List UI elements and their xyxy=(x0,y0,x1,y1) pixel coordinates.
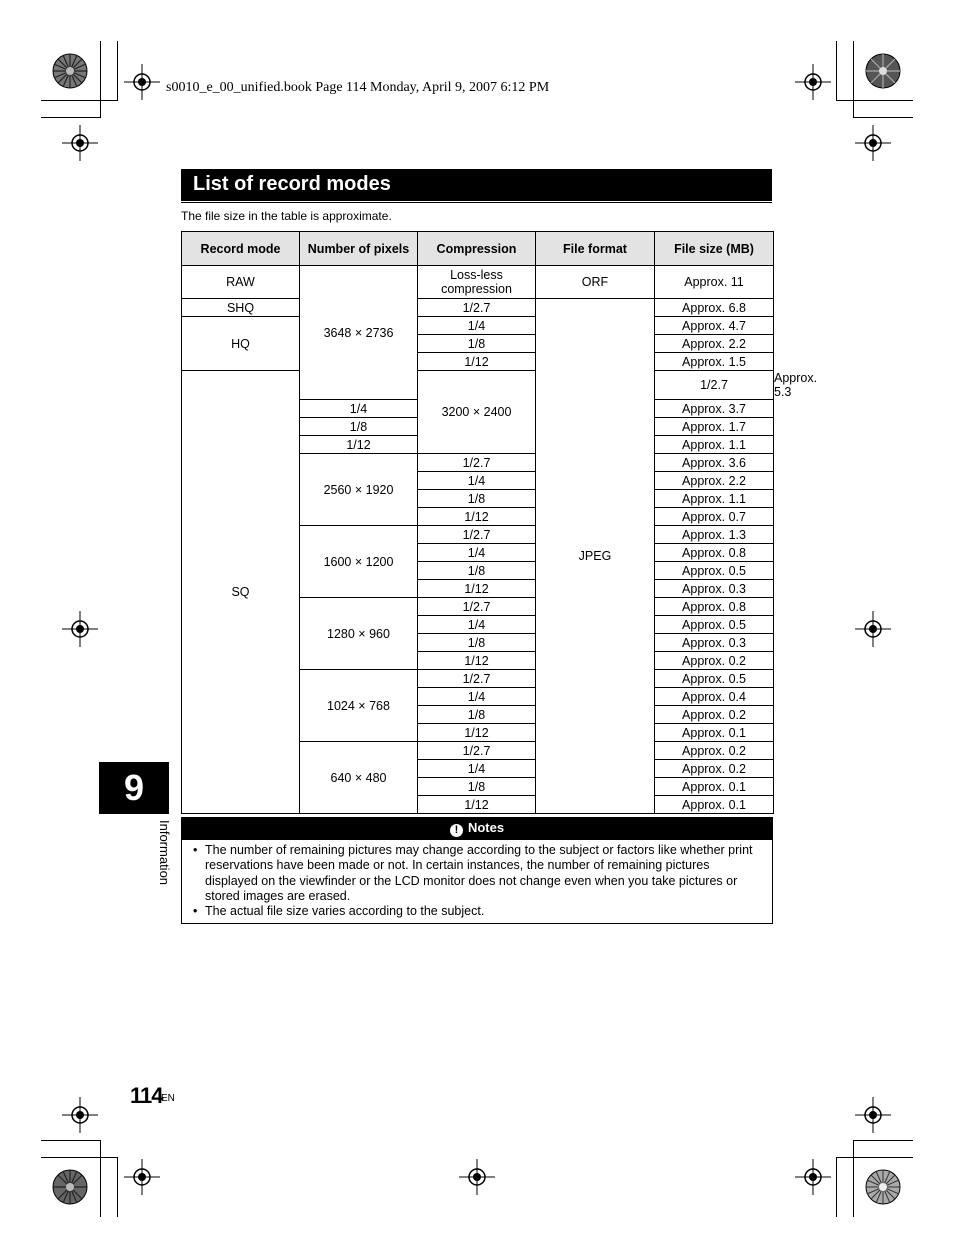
color-wheel-icon xyxy=(52,53,88,89)
pixels-cell: 640 × 480 xyxy=(300,742,418,814)
compression-cell: 1/12 xyxy=(418,353,536,371)
pixels-cell: 3200 × 2400 xyxy=(418,371,536,454)
record-mode-cell: HQ xyxy=(182,317,300,371)
file-size-cell: Approx. 0.2 xyxy=(655,760,774,778)
crop-mark xyxy=(836,1157,913,1158)
chapter-label xyxy=(148,820,178,900)
crop-mark xyxy=(836,100,913,101)
file-size-cell: Approx. 0.1 xyxy=(655,724,774,742)
notes-heading: Notes xyxy=(467,820,505,835)
record-mode-cell: RAW xyxy=(182,266,300,299)
file-size-cell: Approx. 1.1 xyxy=(655,490,774,508)
compression-cell: 1/8 xyxy=(418,562,536,580)
column-header: File size (MB) xyxy=(655,232,774,266)
pixels-cell: 1600 × 1200 xyxy=(300,526,418,598)
file-size-cell: Approx. 0.8 xyxy=(655,544,774,562)
crop-mark xyxy=(853,41,854,118)
compression-cell: 1/8 xyxy=(418,634,536,652)
book-header: s0010_e_00_unified.book Page 114 Monday, April 9, 2007 6:12 PM xyxy=(166,80,550,95)
record-mode-cell: SQ xyxy=(182,371,300,814)
crop-mark xyxy=(853,1140,913,1141)
compression-cell: 1/12 xyxy=(300,436,418,454)
compression-cell: 1/4 xyxy=(300,400,418,418)
crop-mark xyxy=(100,41,101,118)
table-header-row xyxy=(182,232,774,266)
file-size-cell: Approx. 1.3 xyxy=(655,526,774,544)
compression-cell: 1/2.7 xyxy=(418,742,536,760)
compression-cell: 1/12 xyxy=(418,724,536,742)
chapter-tab: 9 xyxy=(99,762,169,814)
page-number: 114 xyxy=(130,1083,163,1108)
file-size-cell: Approx. 11 xyxy=(655,266,774,299)
file-size-cell: Approx. 0.3 xyxy=(655,634,774,652)
record-modes-table xyxy=(181,231,818,814)
compression-cell: Loss-less compression xyxy=(418,266,536,299)
file-size-cell: Approx. 0.2 xyxy=(655,706,774,724)
file-format-cell: ORF xyxy=(536,266,655,299)
compression-cell: 1/4 xyxy=(418,472,536,490)
compression-cell: 1/4 xyxy=(418,688,536,706)
file-size-cell: Approx. 1.7 xyxy=(655,418,774,436)
section-title: List of record modes xyxy=(181,169,772,201)
crop-mark xyxy=(117,41,118,101)
compression-cell: 1/4 xyxy=(418,317,536,335)
file-size-cell: Approx. 0.3 xyxy=(655,580,774,598)
registration-mark-icon xyxy=(124,64,160,100)
compression-cell: 1/12 xyxy=(418,652,536,670)
pixels-cell: 1024 × 768 xyxy=(300,670,418,742)
pixels-cell: 1280 × 960 xyxy=(300,598,418,670)
file-size-cell: Approx. 0.7 xyxy=(655,508,774,526)
file-size-cell: Approx. 0.2 xyxy=(655,652,774,670)
compression-cell: 1/8 xyxy=(418,706,536,724)
column-header: Number of pixels xyxy=(300,232,418,266)
color-wheel-icon xyxy=(52,1169,88,1205)
file-size-cell: Approx. 0.8 xyxy=(655,598,774,616)
crop-mark xyxy=(41,1140,101,1141)
compression-cell: 1/8 xyxy=(418,335,536,353)
registration-mark-icon xyxy=(62,1097,98,1133)
crop-mark xyxy=(853,117,913,118)
compression-cell: 1/4 xyxy=(418,616,536,634)
table-row xyxy=(182,299,774,317)
file-size-cell: Approx. 0.5 xyxy=(655,562,774,580)
page-language: EN xyxy=(161,1093,175,1104)
registration-mark-icon xyxy=(62,125,98,161)
notes-box xyxy=(181,817,773,924)
file-size-cell: Approx. 3.7 xyxy=(655,400,774,418)
crop-mark xyxy=(117,1157,118,1217)
file-size-cell: Approx. 1.5 xyxy=(655,353,774,371)
note-item: • The actual file size varies according to the subject. xyxy=(205,904,760,919)
registration-mark-icon xyxy=(855,125,891,161)
pixels-cell: 2560 × 1920 xyxy=(300,454,418,526)
compression-cell: 1/2.7 xyxy=(655,371,774,400)
file-size-cell: Approx. 2.2 xyxy=(655,472,774,490)
crop-mark xyxy=(836,41,837,101)
compression-cell: 1/8 xyxy=(418,778,536,796)
compression-cell: 1/8 xyxy=(300,418,418,436)
file-size-cell: Approx. 0.5 xyxy=(655,670,774,688)
crop-mark xyxy=(853,1140,854,1217)
crop-mark xyxy=(41,1157,118,1158)
color-wheel-icon xyxy=(865,1169,901,1205)
record-mode-cell: SHQ xyxy=(182,299,300,317)
file-size-cell: Approx. 0.4 xyxy=(655,688,774,706)
table-row xyxy=(182,317,774,335)
compression-cell: 1/2.7 xyxy=(418,598,536,616)
pixels-cell: 3648 × 2736 xyxy=(300,266,418,400)
file-size-cell: Approx. 6.8 xyxy=(655,299,774,317)
compression-cell: 1/12 xyxy=(418,796,536,814)
chapter-label-text: Information xyxy=(157,820,172,886)
compression-cell: 1/12 xyxy=(418,508,536,526)
intro-text: The file size in the table is approximate. xyxy=(181,209,392,223)
column-header: File format xyxy=(536,232,655,266)
file-size-cell: Approx. 1.1 xyxy=(655,436,774,454)
file-size-cell: Approx. 0.1 xyxy=(655,778,774,796)
registration-mark-icon xyxy=(795,1159,831,1195)
registration-mark-icon xyxy=(62,611,98,647)
file-size-cell: Approx. 0.1 xyxy=(655,796,774,814)
crop-mark xyxy=(100,1140,101,1217)
crop-mark xyxy=(41,100,118,101)
registration-mark-icon xyxy=(795,64,831,100)
file-size-cell: Approx. 4.7 xyxy=(655,317,774,335)
table-row xyxy=(182,266,774,299)
compression-cell: 1/2.7 xyxy=(418,299,536,317)
compression-cell: 1/8 xyxy=(418,490,536,508)
registration-mark-icon xyxy=(459,1159,495,1195)
column-header: Compression xyxy=(418,232,536,266)
file-size-cell: Approx. 0.2 xyxy=(655,742,774,760)
notes-list xyxy=(182,843,772,919)
file-format-cell: JPEG xyxy=(536,299,655,814)
note-item: • The number of remaining pictures may change according to the subject or factors like whether print reservations have been made or not. In certain instances, the number of remaining pictures displayed on the viewfinder or the LCD monitor does not change even when you take pictures or stored images are erased. xyxy=(205,843,760,904)
file-size-cell: Approx. 3.6 xyxy=(655,454,774,472)
compression-cell: 1/2.7 xyxy=(418,670,536,688)
compression-cell: 1/2.7 xyxy=(418,526,536,544)
notes-header xyxy=(182,818,772,840)
compression-cell: 1/4 xyxy=(418,544,536,562)
table-row: SQ 3200 × 2400 1/2.7 Approx. 5.3 xyxy=(182,371,774,400)
column-header: Record mode xyxy=(182,232,300,266)
registration-mark-icon xyxy=(855,611,891,647)
crop-mark xyxy=(41,117,101,118)
file-size-cell: Approx. 2.2 xyxy=(655,335,774,353)
file-size-cell: Approx. 0.5 xyxy=(655,616,774,634)
crop-mark xyxy=(836,1157,837,1217)
compression-cell: 1/2.7 xyxy=(418,454,536,472)
compression-cell: 1/12 xyxy=(418,580,536,598)
registration-mark-icon xyxy=(855,1097,891,1133)
exclamation-icon: ! xyxy=(450,824,463,837)
color-wheel-icon xyxy=(865,53,901,89)
compression-cell: 1/4 xyxy=(418,760,536,778)
registration-mark-icon xyxy=(124,1159,160,1195)
